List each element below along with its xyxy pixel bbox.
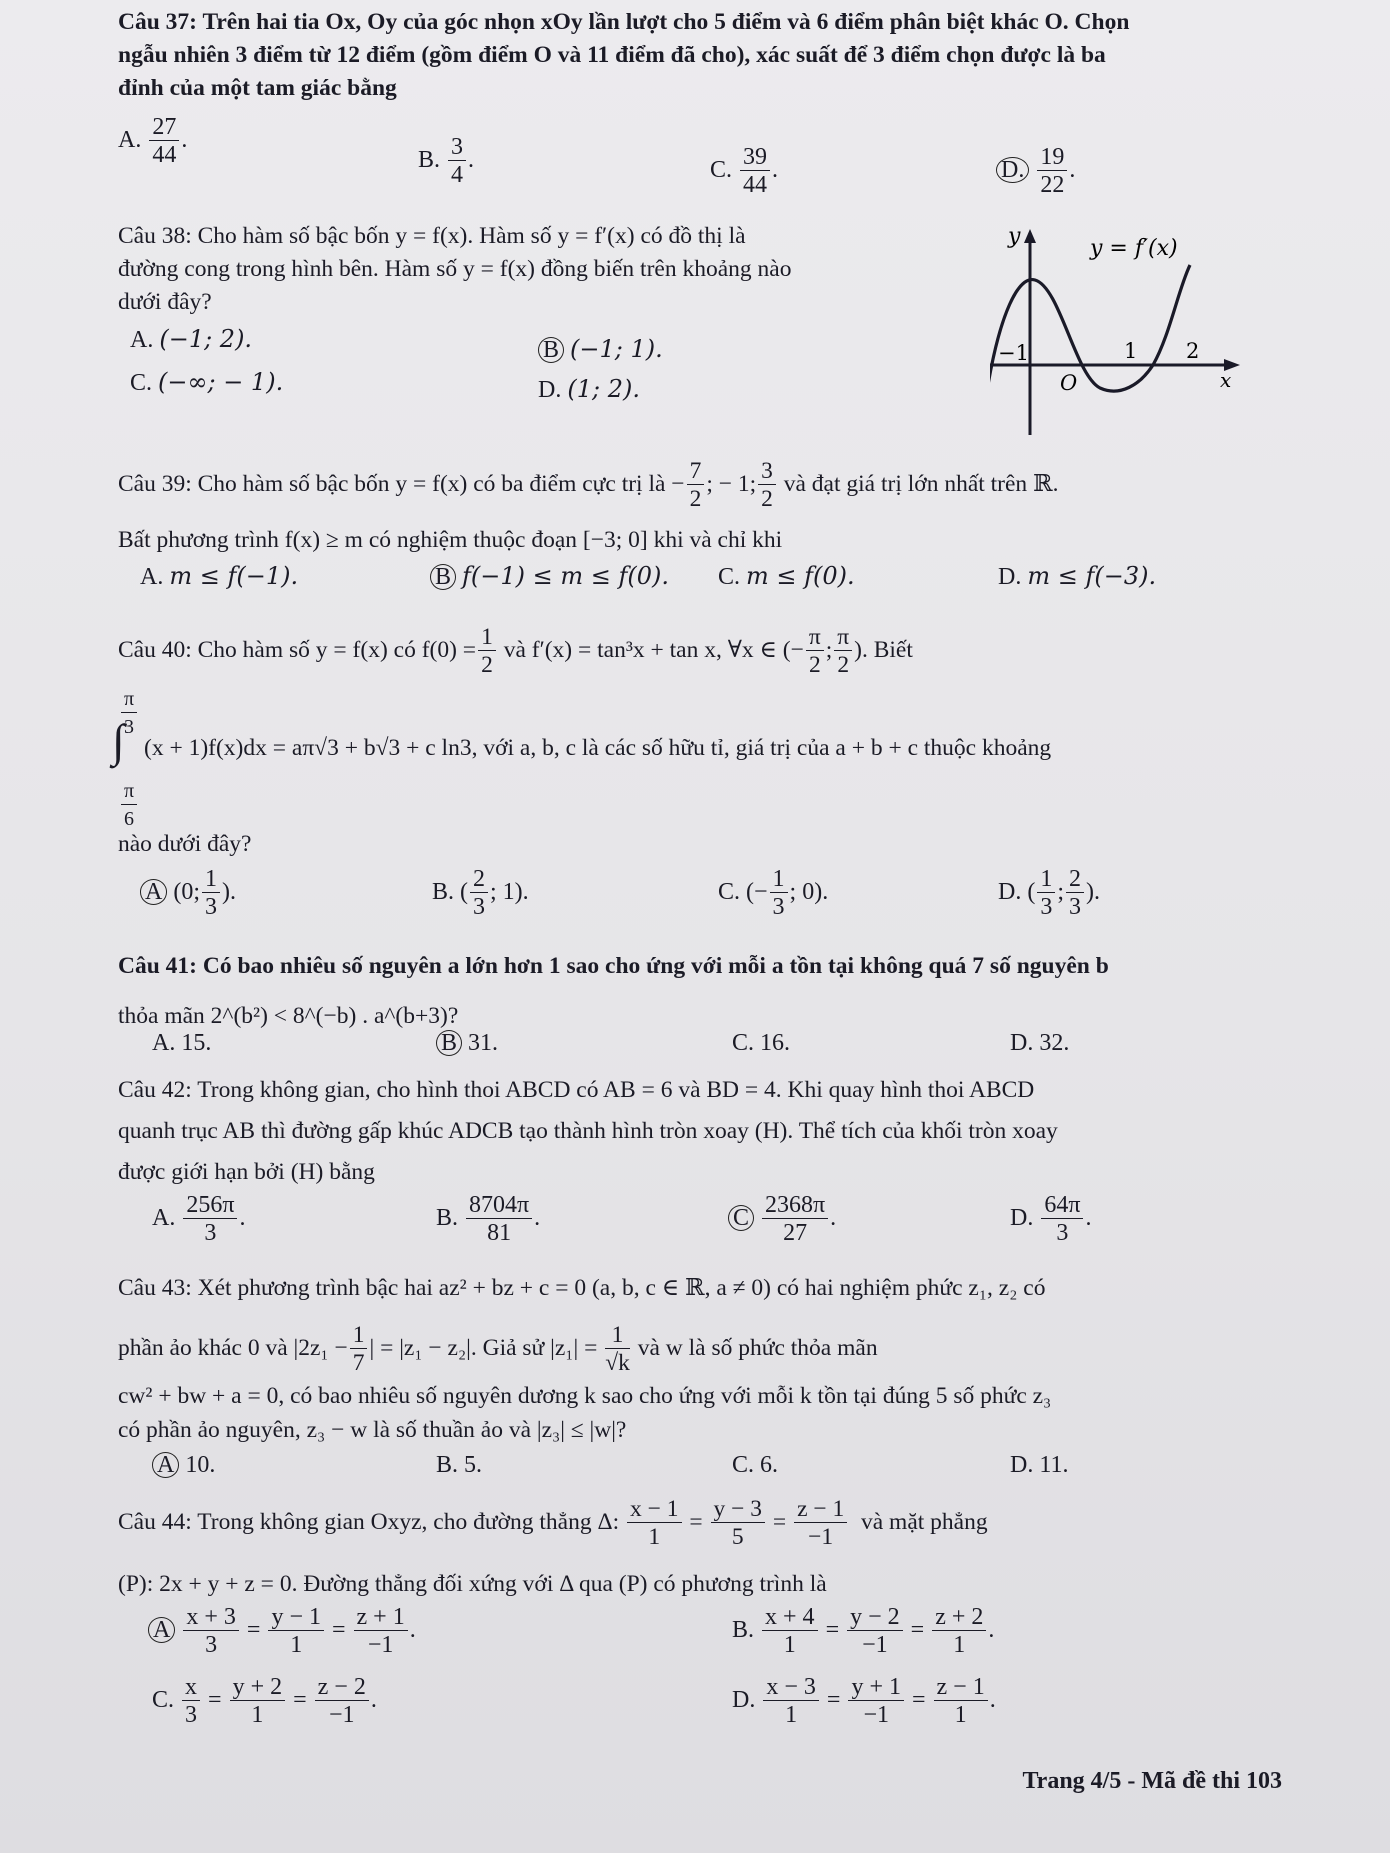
q42-option-c: C $\frac{2368\pi}{27}$ .: [728, 1192, 836, 1247]
graph-x-label: x: [1220, 368, 1232, 392]
q40-option-d: D. ( $\frac{1}{3}$ ; $\frac{2}{3}$ ).: [998, 866, 1101, 920]
q44-option-c: C. $\frac{x}{3}$ = $\frac{y + 2}{1}$ = $\frac{z - 2}{-1}$ .: [152, 1674, 377, 1728]
q40-line3: nào dưới đây?: [118, 831, 252, 857]
q41-line2: thỏa mãn 2^(b²) < 8^(−b) . a^(b+3)?: [118, 1003, 459, 1029]
q41-line1: Câu 41: Có bao nhiêu số nguyên a lớn hơn 1 sao cho ứng với mỗi a tồn tại không quá 7 số nguyên b: [118, 953, 1109, 979]
q41-option-c: C. 16.: [732, 1030, 791, 1056]
q40-option-b: B. ( $\frac{2}{3}$ ; 1).: [432, 866, 529, 920]
q44-line2: (P): 2x + y + z = 0. Đường thẳng đối xứng với Δ qua (P) có phương trình là: [118, 1571, 827, 1597]
q37-option-b: B. $\frac{3}{4}$ .: [418, 134, 475, 188]
integral-upper-limit: $\frac{\pi}{3}$: [116, 686, 142, 741]
origin-label: O: [1060, 371, 1078, 395]
question-38: [118, 220, 978, 319]
q37-line3: đỉnh của một tam giác bằng: [118, 75, 397, 101]
q43-option-c: C. 6.: [732, 1452, 779, 1478]
q40-option-c: C. (− $\frac{1}{3}$ ; 0).: [718, 866, 829, 920]
q38-line2: đường cong trong hình bên. Hàm số y = f(x) đồng biến trên khoảng nào: [118, 256, 792, 282]
derivative-graph: [990, 225, 1280, 440]
integral-sign: ∫: [112, 715, 125, 766]
tick-1: 1: [1124, 339, 1138, 363]
q37-line2: ngẫu nhiên 3 điểm từ 12 điểm (gồm điểm O và 11 điểm đã cho), xác suất để 3 điểm chọn được là ba: [118, 42, 1106, 68]
q39-line2: Bất phương trình f(x) ≥ m có nghiệm thuộc đoạn [−3; 0] khi và chỉ khi: [118, 527, 783, 553]
graph-y-label: y: [1008, 225, 1021, 249]
question-42: [118, 1074, 1318, 1189]
question-39: Câu 39: Cho hàm số bậc bốn y = f(x) có ba điểm cực trị là − $\frac{7}{2}$ ; − 1; $\frac{3}{2}$ và đạt giá trị lớn nhất trên ℝ.: [118, 458, 1059, 512]
tick-minus-1: −1: [998, 341, 1029, 365]
q37-option-c: C. $\frac{39}{44}$ .: [710, 144, 779, 198]
q43-line3: cw² + bw + a = 0, có bao nhiêu số nguyên dương k sao cho ứng với mỗi k tồn tại đúng 5 số phức z₃: [118, 1383, 1052, 1409]
q42-option-a: A. $\frac{256\pi}{3}$ .: [152, 1192, 246, 1246]
q43-line1: Câu 43: Xét phương trình bậc hai az² + bz + c = 0 (a, b, c ∈ ℝ, a ≠ 0) có hai nghiệm phức z₁, z₂ có: [118, 1275, 1046, 1301]
q39-option-a: A. m ≤ f(−1).: [140, 562, 299, 590]
q42-option-b: B. $\frac{8704\pi}{81}$ .: [436, 1192, 541, 1246]
q37-option-d: D. $\frac{19}{22}$ .: [996, 144, 1075, 199]
q41-option-a: A. 15.: [152, 1030, 212, 1056]
q38-option-d: D. (1; 2).: [538, 375, 640, 403]
question-41: [118, 950, 1318, 983]
question-44: Câu 44: Trong không gian Oxyz, cho đường thẳng Δ: $\frac{x - 1}{1}$ = $\frac{y - 3}{5}$ = $\frac{z - 1}{-1}$ và mặt phẳng: [118, 1496, 988, 1550]
q38-option-c: C. (−∞; − 1).: [130, 368, 284, 396]
q40-option-a: A (0; $\frac{1}{3}$ ).: [140, 866, 236, 921]
question-43: [118, 1272, 1318, 1305]
q42-line1: Câu 42: Trong không gian, cho hình thoi ABCD có AB = 6 và BD = 4. Khi quay hình thoi ABCD: [118, 1077, 1035, 1103]
q38-line1: Câu 38: Cho hàm số bậc bốn y = f(x). Hàm số y = f′(x) có đồ thị là: [118, 223, 746, 249]
q43-line4: có phần ảo nguyên, z₃ − w là số thuần ảo và |z₃| ≤ |w|?: [118, 1417, 627, 1443]
q44-option-a: A $\frac{x + 3}{3}$ = $\frac{y - 1}{1}$ = $\frac{z + 1}{-1}$ .: [148, 1604, 416, 1659]
q40-line2: (x + 1)f(x)dx = aπ√3 + b√3 + c ln3, với a, b, c là các số hữu tỉ, giá trị của a + b + c thuộc khoảng: [144, 735, 1052, 761]
q43-line2: phần ảo khác 0 và |2z₁ − $\frac{1}{7}$ | = |z₁ − z₂|. Giả sử |z₁| = $\frac{1}{√k}$ và w là số phức thỏa mãn: [118, 1322, 878, 1376]
q37-line1: Câu 37: Trên hai tia Ox, Oy của góc nhọn xOy lần lượt cho 5 điểm và 6 điểm phân biệt khác O. Chọn: [118, 9, 1130, 35]
q38-line3: dưới đây?: [118, 289, 212, 315]
fprime-curve: [990, 265, 1190, 391]
q43-option-a: A 10.: [152, 1452, 215, 1479]
q39-option-d: D. m ≤ f(−3).: [998, 562, 1157, 590]
q42-line2: quanh trục AB thì đường gấp khúc ADCB tạo thành hình tròn xoay (H). Thể tích của khối tròn xoay: [118, 1118, 1058, 1144]
q43-option-d: D. 11.: [1010, 1452, 1069, 1478]
question-40: Câu 40: Cho hàm số y = f(x) có f(0) = $\frac{1}{2}$ và f′(x) = tan³x + tan x, ∀x ∈ (− $\frac{\pi}{2}$ ; $\frac{\pi}{2}$ ). Biết: [118, 624, 913, 678]
q41-option-d: D. 32.: [1010, 1030, 1070, 1056]
integral-lower-limit: $\frac{\pi}{6}$: [116, 778, 142, 833]
q38-option-a: A. (−1; 2).: [130, 325, 253, 353]
q44-option-d: D. $\frac{x - 3}{1}$ = $\frac{y + 1}{-1}$ = $\frac{z - 1}{1}$ .: [732, 1674, 996, 1728]
q39-option-c: C. m ≤ f(0).: [718, 562, 855, 590]
q44-option-b: B. $\frac{x + 4}{1}$ = $\frac{y - 2}{-1}$ = $\frac{z + 2}{1}$ .: [732, 1604, 995, 1658]
graph-func-label: y = f′(x): [1090, 236, 1178, 261]
q41-option-b: B 31.: [436, 1030, 498, 1057]
page-footer: Trang 4/5 - Mã đề thi 103: [1022, 1768, 1282, 1794]
q38-option-b: B (−1; 1).: [538, 335, 663, 364]
q42-line3: được giới hạn bởi (H) bằng: [118, 1159, 375, 1185]
q39-option-b: B f(−1) ≤ m ≤ f(0).: [430, 562, 669, 591]
y-axis-arrow: [1024, 229, 1036, 243]
q37-option-a: A. $\frac{27}{44}$ .: [118, 114, 188, 168]
question-37: [118, 6, 1298, 105]
q43-option-b: B. 5.: [436, 1452, 483, 1478]
q42-option-d: D. $\frac{64\pi}{3}$ .: [1010, 1192, 1092, 1246]
tick-2: 2: [1186, 339, 1200, 363]
